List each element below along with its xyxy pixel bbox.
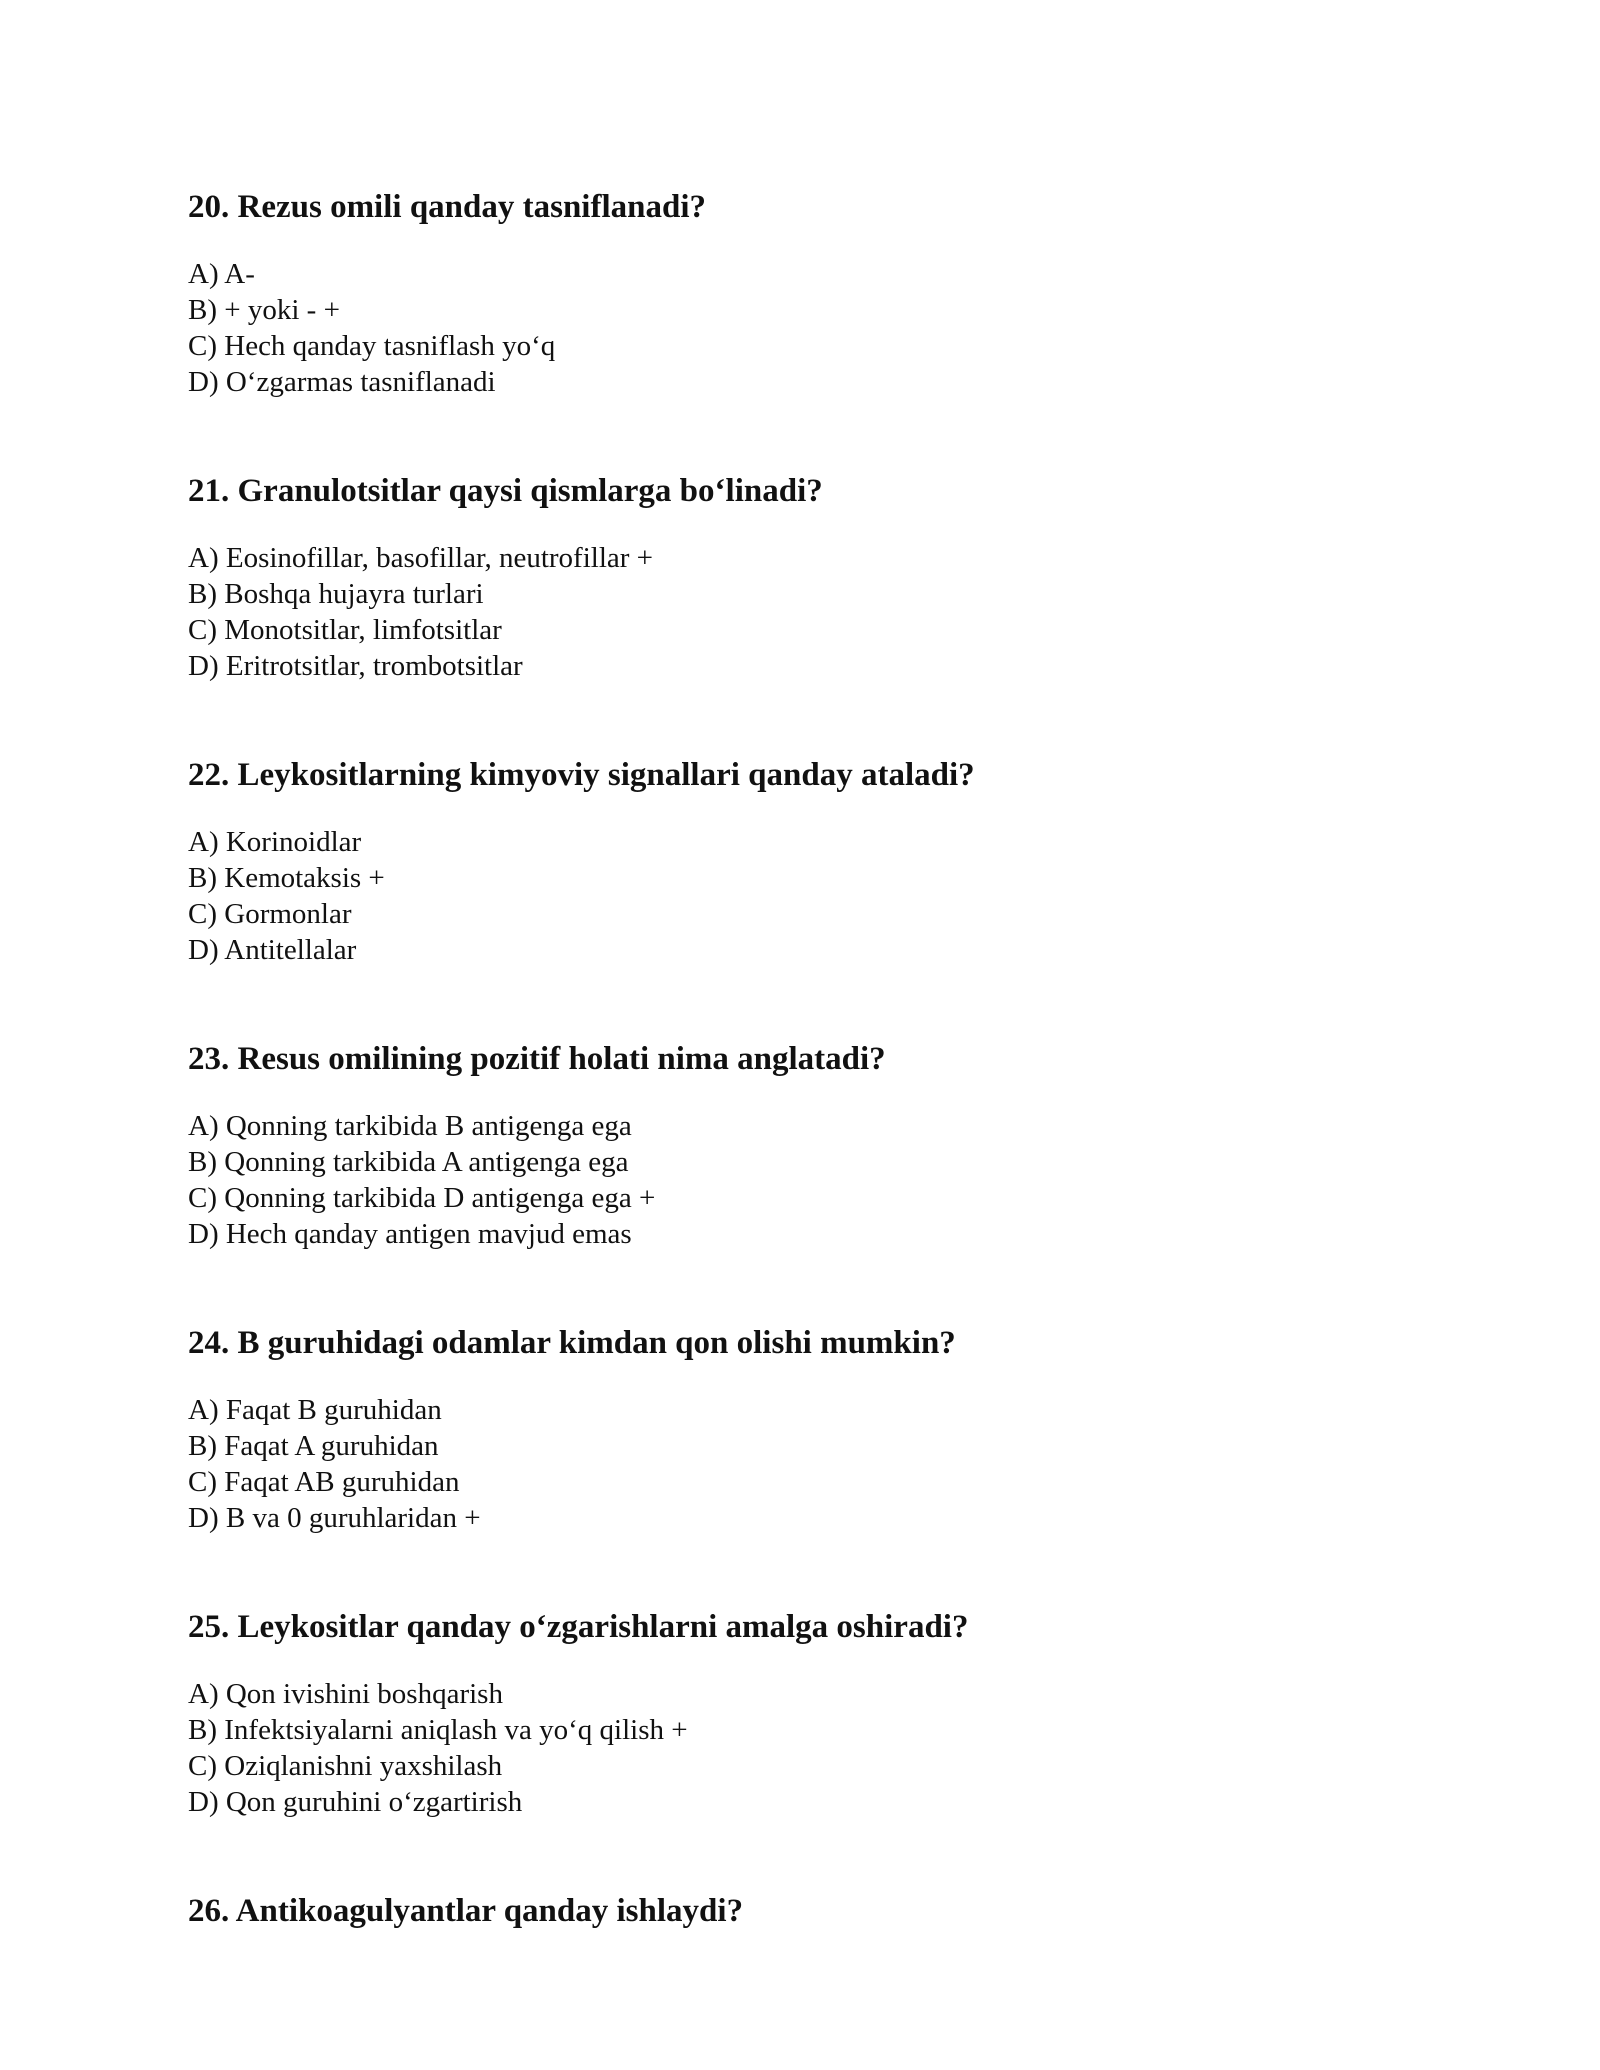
- question-22: [188, 754, 1488, 968]
- answer-option: A) A-: [188, 258, 255, 290]
- answer-options: [188, 824, 1488, 968]
- answer-options: [188, 256, 1488, 400]
- answer-option: B) + yoki - +: [188, 294, 340, 326]
- answer-option: C) Oziqlanishni yaxshilash: [188, 1750, 503, 1782]
- document-page: [188, 186, 1488, 2002]
- question-21: [188, 470, 1488, 684]
- answer-options: [188, 1676, 1488, 1820]
- question-title: 21. Granulotsitlar qaysi qismlarga bo‘linadi?: [188, 473, 823, 509]
- answer-option: D) Hech qanday antigen mavjud emas: [188, 1218, 632, 1250]
- answer-option: B) Boshqa hujayra turlari: [188, 578, 484, 610]
- question-23: [188, 1038, 1488, 1252]
- answer-option: B) Qonning tarkibida A antigenga ega: [188, 1146, 629, 1178]
- answer-option: D) Qon guruhini o‘zgartirish: [188, 1786, 523, 1818]
- answer-option: A) Korinoidlar: [188, 826, 362, 858]
- answer-options: [188, 1392, 1488, 1536]
- answer-option: B) Kemotaksis +: [188, 862, 385, 894]
- answer-options: [188, 540, 1488, 684]
- answer-option: C) Monotsitlar, limfotsitlar: [188, 614, 502, 646]
- answer-option: D) Eritrotsitlar, trombotsitlar: [188, 650, 523, 682]
- answer-option: B) Infektsiyalarni aniqlash va yo‘q qilish +: [188, 1714, 688, 1746]
- answer-option: A) Eosinofillar, basofillar, neutrofillar +: [188, 542, 654, 574]
- question-title: 23. Resus omilining pozitif holati nima anglatadi?: [188, 1041, 886, 1077]
- answer-option: D) Antitellalar: [188, 934, 357, 966]
- answer-options: [188, 1108, 1488, 1252]
- question-20: [188, 186, 1488, 400]
- question-title: 25. Leykositlar qanday o‘zgarishlarni amalga oshiradi?: [188, 1609, 969, 1645]
- answer-option: A) Qon ivishini boshqarish: [188, 1678, 503, 1710]
- answer-option: D) O‘zgarmas tasniflanadi: [188, 366, 496, 398]
- question-title: 26. Antikoagulyantlar qanday ishlaydi?: [188, 1893, 744, 1929]
- question-title: 20. Rezus omili qanday tasniflanadi?: [188, 189, 707, 225]
- question-title: 24. B guruhidagi odamlar kimdan qon olishi mumkin?: [188, 1325, 956, 1361]
- answer-option: A) Faqat B guruhidan: [188, 1394, 442, 1426]
- answer-option: D) B va 0 guruhlaridan +: [188, 1502, 481, 1534]
- answer-option: B) Faqat A guruhidan: [188, 1430, 439, 1462]
- question-25: [188, 1606, 1488, 1820]
- answer-option: C) Hech qanday tasniflash yo‘q: [188, 330, 556, 362]
- question-26: [188, 1890, 1488, 1932]
- answer-option: C) Gormonlar: [188, 898, 352, 930]
- answer-option: A) Qonning tarkibida B antigenga ega: [188, 1110, 632, 1142]
- question-title: 22. Leykositlarning kimyoviy signallari qanday ataladi?: [188, 757, 975, 793]
- question-24: [188, 1322, 1488, 1536]
- answer-option: C) Faqat AB guruhidan: [188, 1466, 460, 1498]
- answer-option: C) Qonning tarkibida D antigenga ega +: [188, 1182, 656, 1214]
